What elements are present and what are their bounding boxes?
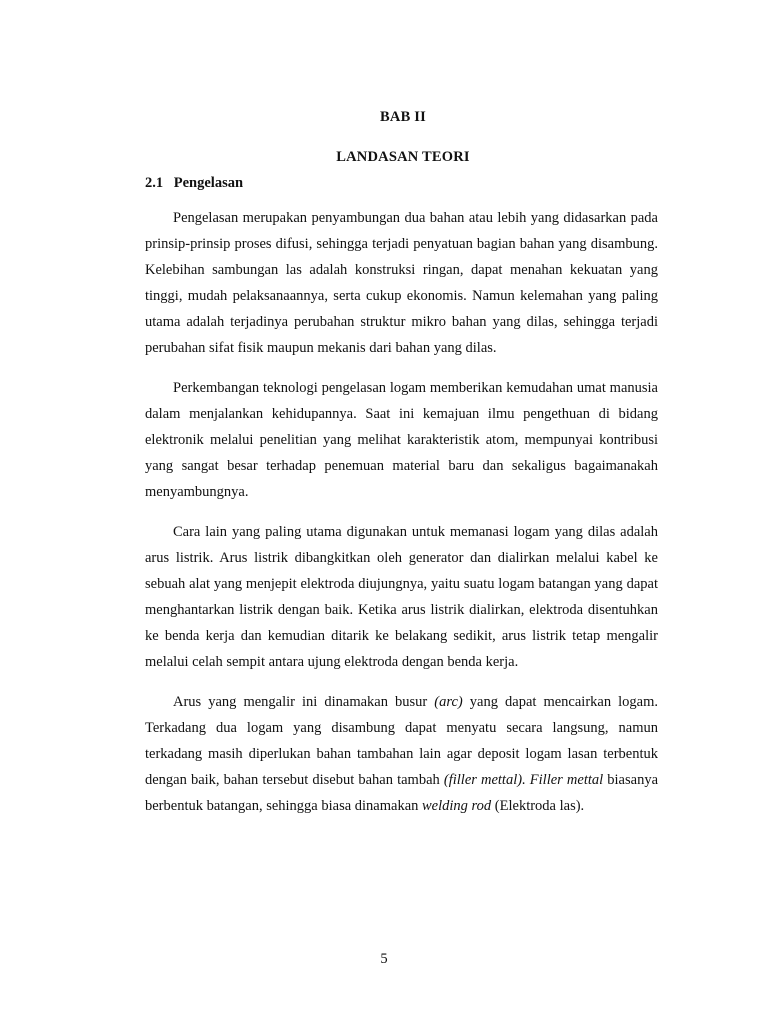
body-text xyxy=(145,205,658,833)
paragraph-4 xyxy=(145,689,658,819)
text-run: biasanya berbentuk batangan, sehingga biasa dinamakan xyxy=(145,772,659,814)
section-heading xyxy=(145,175,243,192)
italic-term-welding-rod: welding rod xyxy=(422,798,492,814)
paragraph-2: Perkembangan teknologi pengelasan logam memberikan kemudahan umat manusia dalam menjalankan kehidupannya. Saat ini kemajuan ilmu pengethuan di bidang elektronik melalui penelitian yang melihat karakteristik atom, mempunyai kontribusi yang sangat besar terhadap penemuan material baru dan sekaligus bagaimanakah menyambungnya. xyxy=(145,380,658,500)
paragraph-3: Cara lain yang paling utama digunakan untuk memanasi logam yang dilas adalah arus listrik. Arus listrik dibangkitkan oleh generator dan dialirkan melalui kabel ke sebuah alat yang menjepit elektroda diujungnya, yaitu suatu logam batangan yang dapat menghantarkan listrik dengan baik. Ketika arus listrik dialirkan, elektroda disentuhkan ke benda kerja dan kemudian ditarik ke belakang sedikit, arus listrik tetap mengalir melalui celah sempit antara ujung elektroda dengan benda kerja. xyxy=(145,524,658,670)
page-number: 5 xyxy=(380,951,388,967)
chapter-heading: BAB II xyxy=(380,109,426,125)
text-run: Arus yang mengalir ini dinamakan busur xyxy=(173,694,435,710)
section-title: Pengelasan xyxy=(173,175,244,191)
text-run: yang dapat mencairkan logam. Terkadang dua logam yang disambung dapat menyatu secara langsung, namun terkadang masih diperlukan bahan tambahan lain agar deposit logam lasan terbentuk dengan baik, bahan tersebut disebut bahan tambah xyxy=(145,694,658,788)
paragraph-1: Pengelasan merupakan penyambungan dua bahan atau lebih yang didasarkan pada prinsip-prinsip proses difusi, sehingga terjadi penyatuan bagian bahan yang disambung. Kelebihan sambungan las adalah konstruksi ringan, dapat menahan kekuatan yang tinggi, mudah pelaksanaannya, serta cukup ekonomis. Namun kelemahan yang paling utama adalah terjadinya perubahan struktur mikro bahan yang dilas, sehingga terjadi perubahan sifat fisik maupun mekanis dari bahan yang dilas. xyxy=(145,210,658,356)
italic-term-filler-mettal: (filler mettal). Filler mettal xyxy=(443,772,604,788)
section-number: 2.1 xyxy=(145,175,164,191)
chapter-title: LANDASAN TEORI xyxy=(336,149,470,165)
text-run: (Elektroda las). xyxy=(491,798,585,814)
italic-term-arc: (arc) xyxy=(434,694,463,710)
